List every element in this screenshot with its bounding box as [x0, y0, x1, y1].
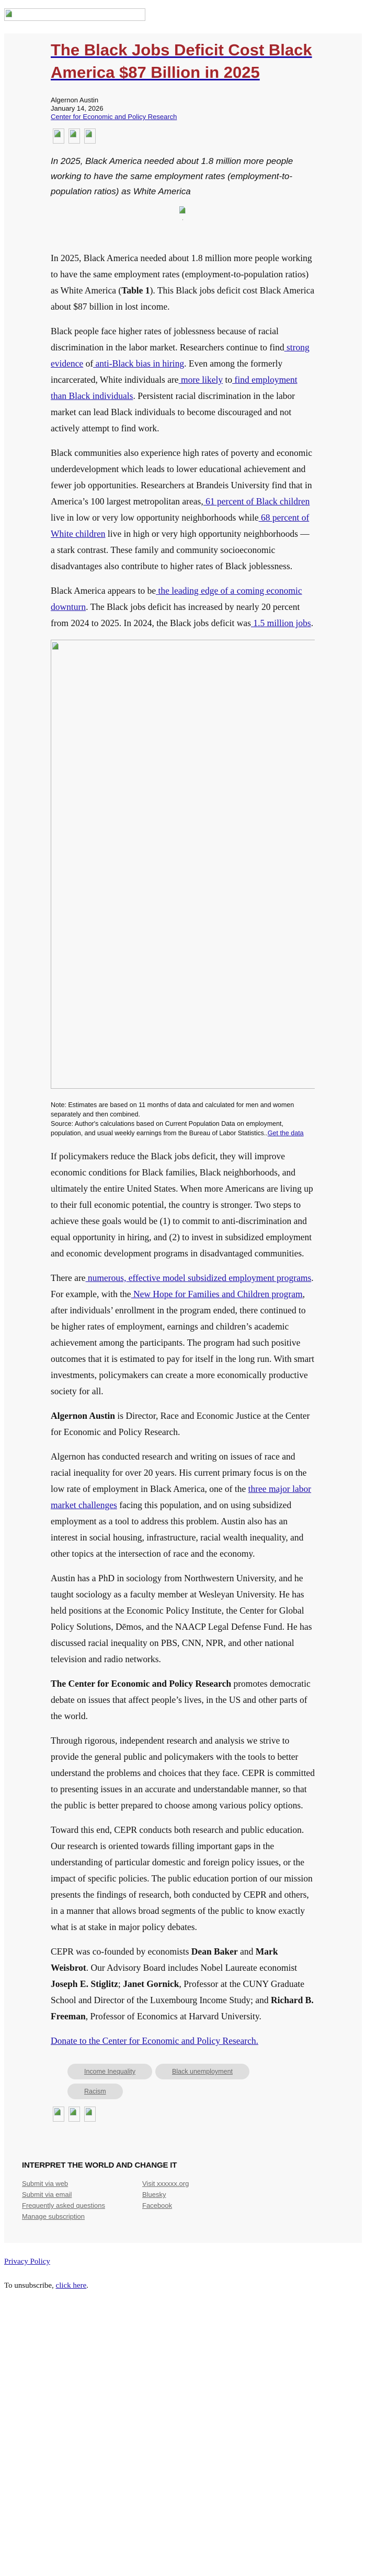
share-button-2[interactable]: [68, 2107, 80, 2122]
byline: [51, 96, 315, 121]
cepr-about-1: [51, 1676, 315, 1724]
header-logo-image[interactable]: [4, 8, 145, 21]
text: , Professor of Economics at Harvard University.: [85, 2011, 261, 2021]
faq-link[interactable]: Frequently asked questions: [22, 2202, 105, 2209]
advisor-name: Janet Gornick: [123, 1979, 179, 1989]
share-buttons-bottom: [51, 2107, 315, 2122]
dek-image: [51, 206, 315, 217]
text: live in low or very low opportunity neighborhoods while: [51, 512, 259, 523]
paragraph-3: [51, 445, 315, 574]
text: , Professor at the CUNY Graduate School and Director of the Luxembourg Income Study; and: [51, 1979, 304, 2005]
footer-links: [22, 2178, 362, 2222]
broken-image-icon: [54, 130, 61, 137]
author-bio-1: [51, 1408, 315, 1440]
text: In 2025, Black America needed about 1.8 million more people working to have the same employment rates (employment-to-population ratios) as White America (: [51, 253, 312, 296]
cepr-about-4: [51, 1944, 315, 2025]
text: . Persistent racial discrimination in the labor market can lead Black individuals to become discouraged and not actively attempt to find work.: [51, 391, 295, 433]
advisor-name: Richard B. Freeman: [51, 1995, 314, 2021]
text: .: [86, 2281, 88, 2290]
link-more-likely[interactable]: more likely: [178, 374, 223, 385]
organization-link[interactable]: Center for Economic and Policy Research: [51, 113, 177, 121]
tag-racism[interactable]: [67, 2084, 123, 2099]
submit-via-web-link[interactable]: Submit via web: [22, 2180, 68, 2187]
share-buttons-top: [51, 128, 315, 144]
tag-link[interactable]: Income Inequality: [84, 2068, 135, 2075]
link-68-percent[interactable]: 68 percent of White children: [51, 512, 310, 539]
text: Black America appears to be: [51, 585, 156, 596]
text: promotes democratic debate on issues that affect people’s lives, in the US and other parts of the world.: [51, 1678, 311, 1721]
tag-link[interactable]: Black unemployment: [171, 2068, 233, 2075]
chart-source: [51, 1119, 315, 1138]
link-1-5-million-jobs[interactable]: 1.5 million jobs: [251, 618, 311, 628]
submit-via-email-link[interactable]: Submit via email: [22, 2191, 72, 2198]
text: To unsubscribe,: [4, 2281, 56, 2290]
topic-tags: [67, 2064, 315, 2103]
link-find-employment[interactable]: find employment than Black individuals: [51, 374, 298, 401]
org-name-bold: The Center for Economic and Policy Research: [51, 1678, 232, 1689]
text: . Our Advisory Board includes Nobel Laureate economist: [86, 1962, 298, 1973]
text: live in high or very high opportunity neighborhoods — a stark contrast. These family and community socioeconomic disadvantages also contribute to higher rates of Black joblessness.: [51, 528, 310, 571]
founder-name: Mark Weisbrot: [51, 1946, 278, 1973]
paragraph-2: [51, 323, 315, 437]
share-button-1[interactable]: [53, 128, 64, 144]
footer-title: INTERPRET THE WORLD AND CHANGE IT: [22, 2161, 177, 2170]
text: facing this population, and on using subsidized employment as a tool to address this problem. Austin also has an interest in social housing, infrastructure, racial wealth inequality, and other topics at the intersection of race and the economy.: [51, 1500, 304, 1559]
bluesky-link[interactable]: Bluesky: [142, 2191, 166, 2198]
donate-paragraph: [51, 2033, 315, 2049]
founder-name: Dean Baker: [191, 1946, 238, 1957]
text: . Even among the formerly incarcerated, White individuals are: [51, 358, 283, 385]
article-title: [51, 33, 315, 84]
share-button-2[interactable]: [68, 128, 80, 144]
footer-column-1: [22, 2178, 142, 2222]
text: is Director, Race and Economic Justice at the Center for Economic and Policy Research.: [51, 1410, 310, 1437]
tag-income-inequality[interactable]: [67, 2064, 152, 2079]
visit-site-link[interactable]: Visit xxxxxx.org: [142, 2180, 189, 2187]
broken-image-icon: [52, 642, 59, 650]
link-strong-evidence[interactable]: strong evidence: [51, 342, 310, 369]
share-button-3[interactable]: [84, 2107, 96, 2122]
dek-image-placeholder: [179, 206, 187, 215]
newsletter-footer: [22, 2161, 362, 2222]
chart-note-text: Note: Estimates are based on 11 months of data and calculated for men and women separately and then combined.: [51, 1101, 294, 1118]
advisor-name: Joseph E. Stiglitz: [51, 1979, 118, 1989]
paragraph-4: [51, 583, 315, 631]
author-bio-2: [51, 1449, 315, 1562]
link-subsidized-employment-programs[interactable]: numerous, effective model subsidized employment programs: [85, 1273, 312, 1283]
privacy-policy-link[interactable]: Privacy Policy: [4, 2257, 50, 2266]
table-reference: Table 1: [121, 285, 150, 296]
share-button-1[interactable]: [53, 2107, 64, 2122]
tag-link[interactable]: Racism: [84, 2088, 106, 2095]
text: . For example, with the: [51, 1273, 314, 1299]
author-bio-3: Austin has a PhD in sociology from Northwestern University, and he taught sociology as a faculty member at Wesleyan University. He has held positions at the Economic Policy Institute, the Center for Global Policy Solutions, Dēmos, and the NAACP Legal Defense Fund. He has discussed racial inequality on PBS, CNN, NPR, and other national television and radio networks.: [51, 1573, 312, 1664]
text: Algernon has conducted research and writing on issues of race and racial inequality for over 20 years. His current primary focus is on the low rate of employment in Black America, one of the: [51, 1451, 307, 1494]
author-name: Algernon Austin: [51, 96, 99, 104]
link-new-hope-program[interactable]: New Hope for Families and Children program: [131, 1289, 303, 1299]
text: to: [223, 374, 233, 385]
unsubscribe-link[interactable]: click here: [55, 2281, 87, 2290]
text: CEPR was co-founded by economists: [51, 1946, 191, 1957]
paragraph-6: [51, 1270, 315, 1399]
text: ). This Black jobs deficit cost Black America about $87 billion in lost income.: [51, 285, 315, 312]
broken-image-icon: [54, 2108, 61, 2115]
chart-source-text: Source: Author's calculations based on Current Population Data on employment, population, and usual weekly earnings from the Bureau of Labor Statistics..: [51, 1120, 284, 1137]
donate-link[interactable]: Donate to the Center for Economic and Policy Research.: [51, 2036, 259, 2046]
link-leading-edge[interactable]: the leading edge of a coming economic downturn: [51, 585, 302, 612]
manage-subscription-link[interactable]: Manage subscription: [22, 2213, 85, 2220]
newsletter-card: [4, 33, 362, 2243]
broken-image-icon: [70, 130, 76, 137]
broken-image-icon: [86, 2108, 92, 2115]
text: .: [311, 618, 314, 628]
share-button-3[interactable]: [84, 128, 96, 144]
link-anti-black-bias[interactable]: anti-Black bias in hiring: [93, 358, 185, 369]
broken-image-icon: [179, 206, 186, 214]
text: and: [237, 1946, 256, 1957]
text: Black people face higher rates of joblessness because of racial discrimination in the labor market. Researchers continue to find: [51, 326, 284, 352]
facebook-link[interactable]: Facebook: [142, 2202, 173, 2209]
text: of: [83, 358, 94, 369]
author-name-bold: Algernon Austin: [51, 1410, 116, 1421]
table-1-image: [51, 640, 315, 1089]
text: Black communities also experience high rates of poverty and economic underdevelopment which leads to lower educational achievement and fewer job opportunities. Researchers at Brandeis University find that in America’s 100 largest metropolitan areas,: [51, 448, 313, 507]
broken-image-icon: [6, 10, 12, 17]
article-body: [51, 250, 315, 2049]
cepr-about-3: Toward this end, CEPR conducts both research and public education. Our research is oriented towards filling important gaps in the understanding of particular domestic and foreign policy issues, or the impact of specific policies. The public education portion of our mission presents the findings of research, both conducted by CEPR and others, in a manner that allows broad segments of the public to know exactly what is at stake in major policy debates.: [51, 1825, 313, 1932]
text: ;: [118, 1979, 123, 1989]
publish-date: January 14, 2026: [51, 104, 104, 112]
text: , after individuals’ enrollment in the program ended, there continued to be higher rates of employment, earnings and children’s academic achievement among the participants. The program had such positive outcomes that it is estimated to pay for itself in the long run. With smart investments, policymakers can create a more economically productive society for all.: [51, 1289, 314, 1396]
paragraph-5: If policymakers reduce the Black jobs deficit, they will improve economic conditions for Black families, Black neighborhoods, and ultimately the entire United States. When more Americans are living up to their full economic potential, the country is stronger. Two steps to achieve these goals would be (1) to commit to anti-discrimination and equal opportunity in hiring, and (2) to invest in subsidized employment and economic development programs in disadvantaged communities.: [51, 1151, 313, 1258]
footer-column-2: [142, 2178, 262, 2222]
article-title-link[interactable]: [51, 41, 312, 81]
broken-image-icon: [86, 130, 92, 137]
tag-black-unemployment[interactable]: [155, 2064, 249, 2079]
text: There are: [51, 1273, 86, 1283]
link-61-percent[interactable]: 61 percent of Black children: [203, 496, 310, 507]
dek-image-caption: ,: [182, 217, 184, 221]
text: . The Black jobs deficit has increased by nearly 20 percent from 2024 to 2025. In 2024, the Black jobs deficit was: [51, 602, 300, 628]
paragraph-1: [51, 250, 315, 315]
title-line-2: America $87 Billion in 2025: [51, 63, 260, 81]
title-line-1: The Black Jobs Deficit Cost Black: [51, 41, 312, 59]
post-footer: [4, 2256, 366, 2291]
get-the-data-link[interactable]: Get the data: [267, 1130, 304, 1137]
unsubscribe-line: [4, 2280, 366, 2291]
article-dek: In 2025, Black America needed about 1.8 million more people working to have the same employment rates (employment-to-population ratios) as White America: [51, 156, 293, 196]
cepr-about-2: Through rigorous, independent research and analysis we strive to provide the general public and policymakers with the tools to better understand the problems and choices that they face. CEPR is committed to presenting issues in an accurate and understandable manner, so that the public is better prepared to choose among various policy options.: [51, 1735, 315, 1810]
chart-note: [51, 1100, 315, 1138]
broken-image-icon: [70, 2108, 76, 2115]
link-three-challenges[interactable]: three major labor market challenges: [51, 1484, 312, 1510]
